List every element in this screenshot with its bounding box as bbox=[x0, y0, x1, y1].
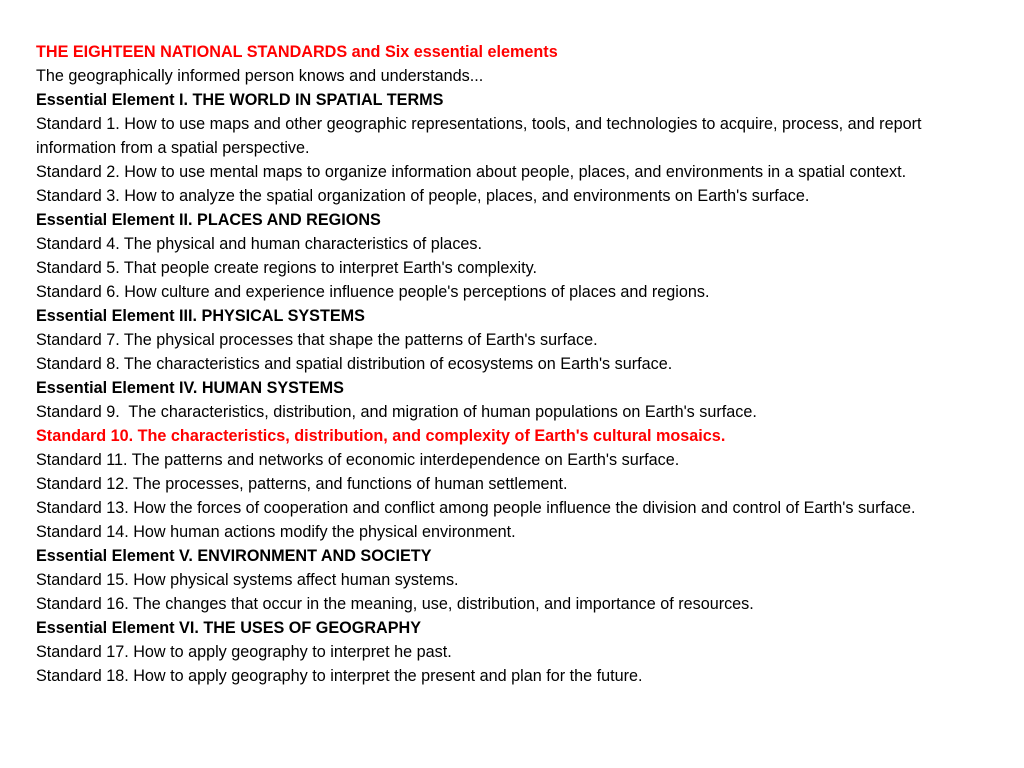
element-heading-4: Essential Element IV. HUMAN SYSTEMS bbox=[36, 379, 344, 397]
element-heading-2: Essential Element II. PLACES AND REGIONS bbox=[36, 211, 381, 229]
standard-3: Standard 3. How to analyze the spatial organization of people, places, and environments on Earth's surface. bbox=[36, 187, 810, 205]
standard-15: Standard 15. How physical systems affect human systems. bbox=[36, 571, 459, 589]
standard-6: Standard 6. How culture and experience influence people's perceptions of places and regions. bbox=[36, 283, 710, 301]
page-title: THE EIGHTEEN NATIONAL STANDARDS and Six essential elements bbox=[36, 43, 558, 61]
standard-8: Standard 8. The characteristics and spatial distribution of ecosystems on Earth's surface. bbox=[36, 355, 673, 373]
standard-9: Standard 9. The characteristics, distribution, and migration of human populations on Earth's surface. bbox=[36, 403, 757, 421]
slide-body bbox=[36, 40, 996, 688]
standard-10-highlighted: Standard 10. The characteristics, distribution, and complexity of Earth's cultural mosaics. bbox=[36, 427, 726, 445]
element-heading-1: Essential Element I. THE WORLD IN SPATIAL TERMS bbox=[36, 91, 444, 109]
standard-13: Standard 13. How the forces of cooperation and conflict among people influence the division and control of Earth's surface. bbox=[36, 499, 916, 517]
standard-14: Standard 14. How human actions modify the physical environment. bbox=[36, 523, 516, 541]
element-heading-6: Essential Element VI. THE USES OF GEOGRAPHY bbox=[36, 619, 421, 637]
standard-16: Standard 16. The changes that occur in the meaning, use, distribution, and importance of resources. bbox=[36, 595, 754, 613]
intro-text: The geographically informed person knows and understands... bbox=[36, 67, 484, 85]
element-heading-3: Essential Element III. PHYSICAL SYSTEMS bbox=[36, 307, 365, 325]
standard-17: Standard 17. How to apply geography to interpret he past. bbox=[36, 643, 452, 661]
standard-2: Standard 2. How to use mental maps to organize information about people, places, and environments in a spatial context. bbox=[36, 163, 907, 181]
standard-4: Standard 4. The physical and human characteristics of places. bbox=[36, 235, 483, 253]
standard-7: Standard 7. The physical processes that shape the patterns of Earth's surface. bbox=[36, 331, 598, 349]
standard-18: Standard 18. How to apply geography to interpret the present and plan for the future. bbox=[36, 667, 643, 685]
standard-12: Standard 12. The processes, patterns, and functions of human settlement. bbox=[36, 475, 568, 493]
standard-11: Standard 11. The patterns and networks of economic interdependence on Earth's surface. bbox=[36, 451, 680, 469]
standard-1: Standard 1. How to use maps and other geographic representations, tools, and technologies to acquire, process, and report information from a spatial perspective. bbox=[36, 115, 922, 157]
standard-5: Standard 5. That people create regions to interpret Earth's complexity. bbox=[36, 259, 537, 277]
element-heading-5: Essential Element V. ENVIRONMENT AND SOCIETY bbox=[36, 547, 432, 565]
